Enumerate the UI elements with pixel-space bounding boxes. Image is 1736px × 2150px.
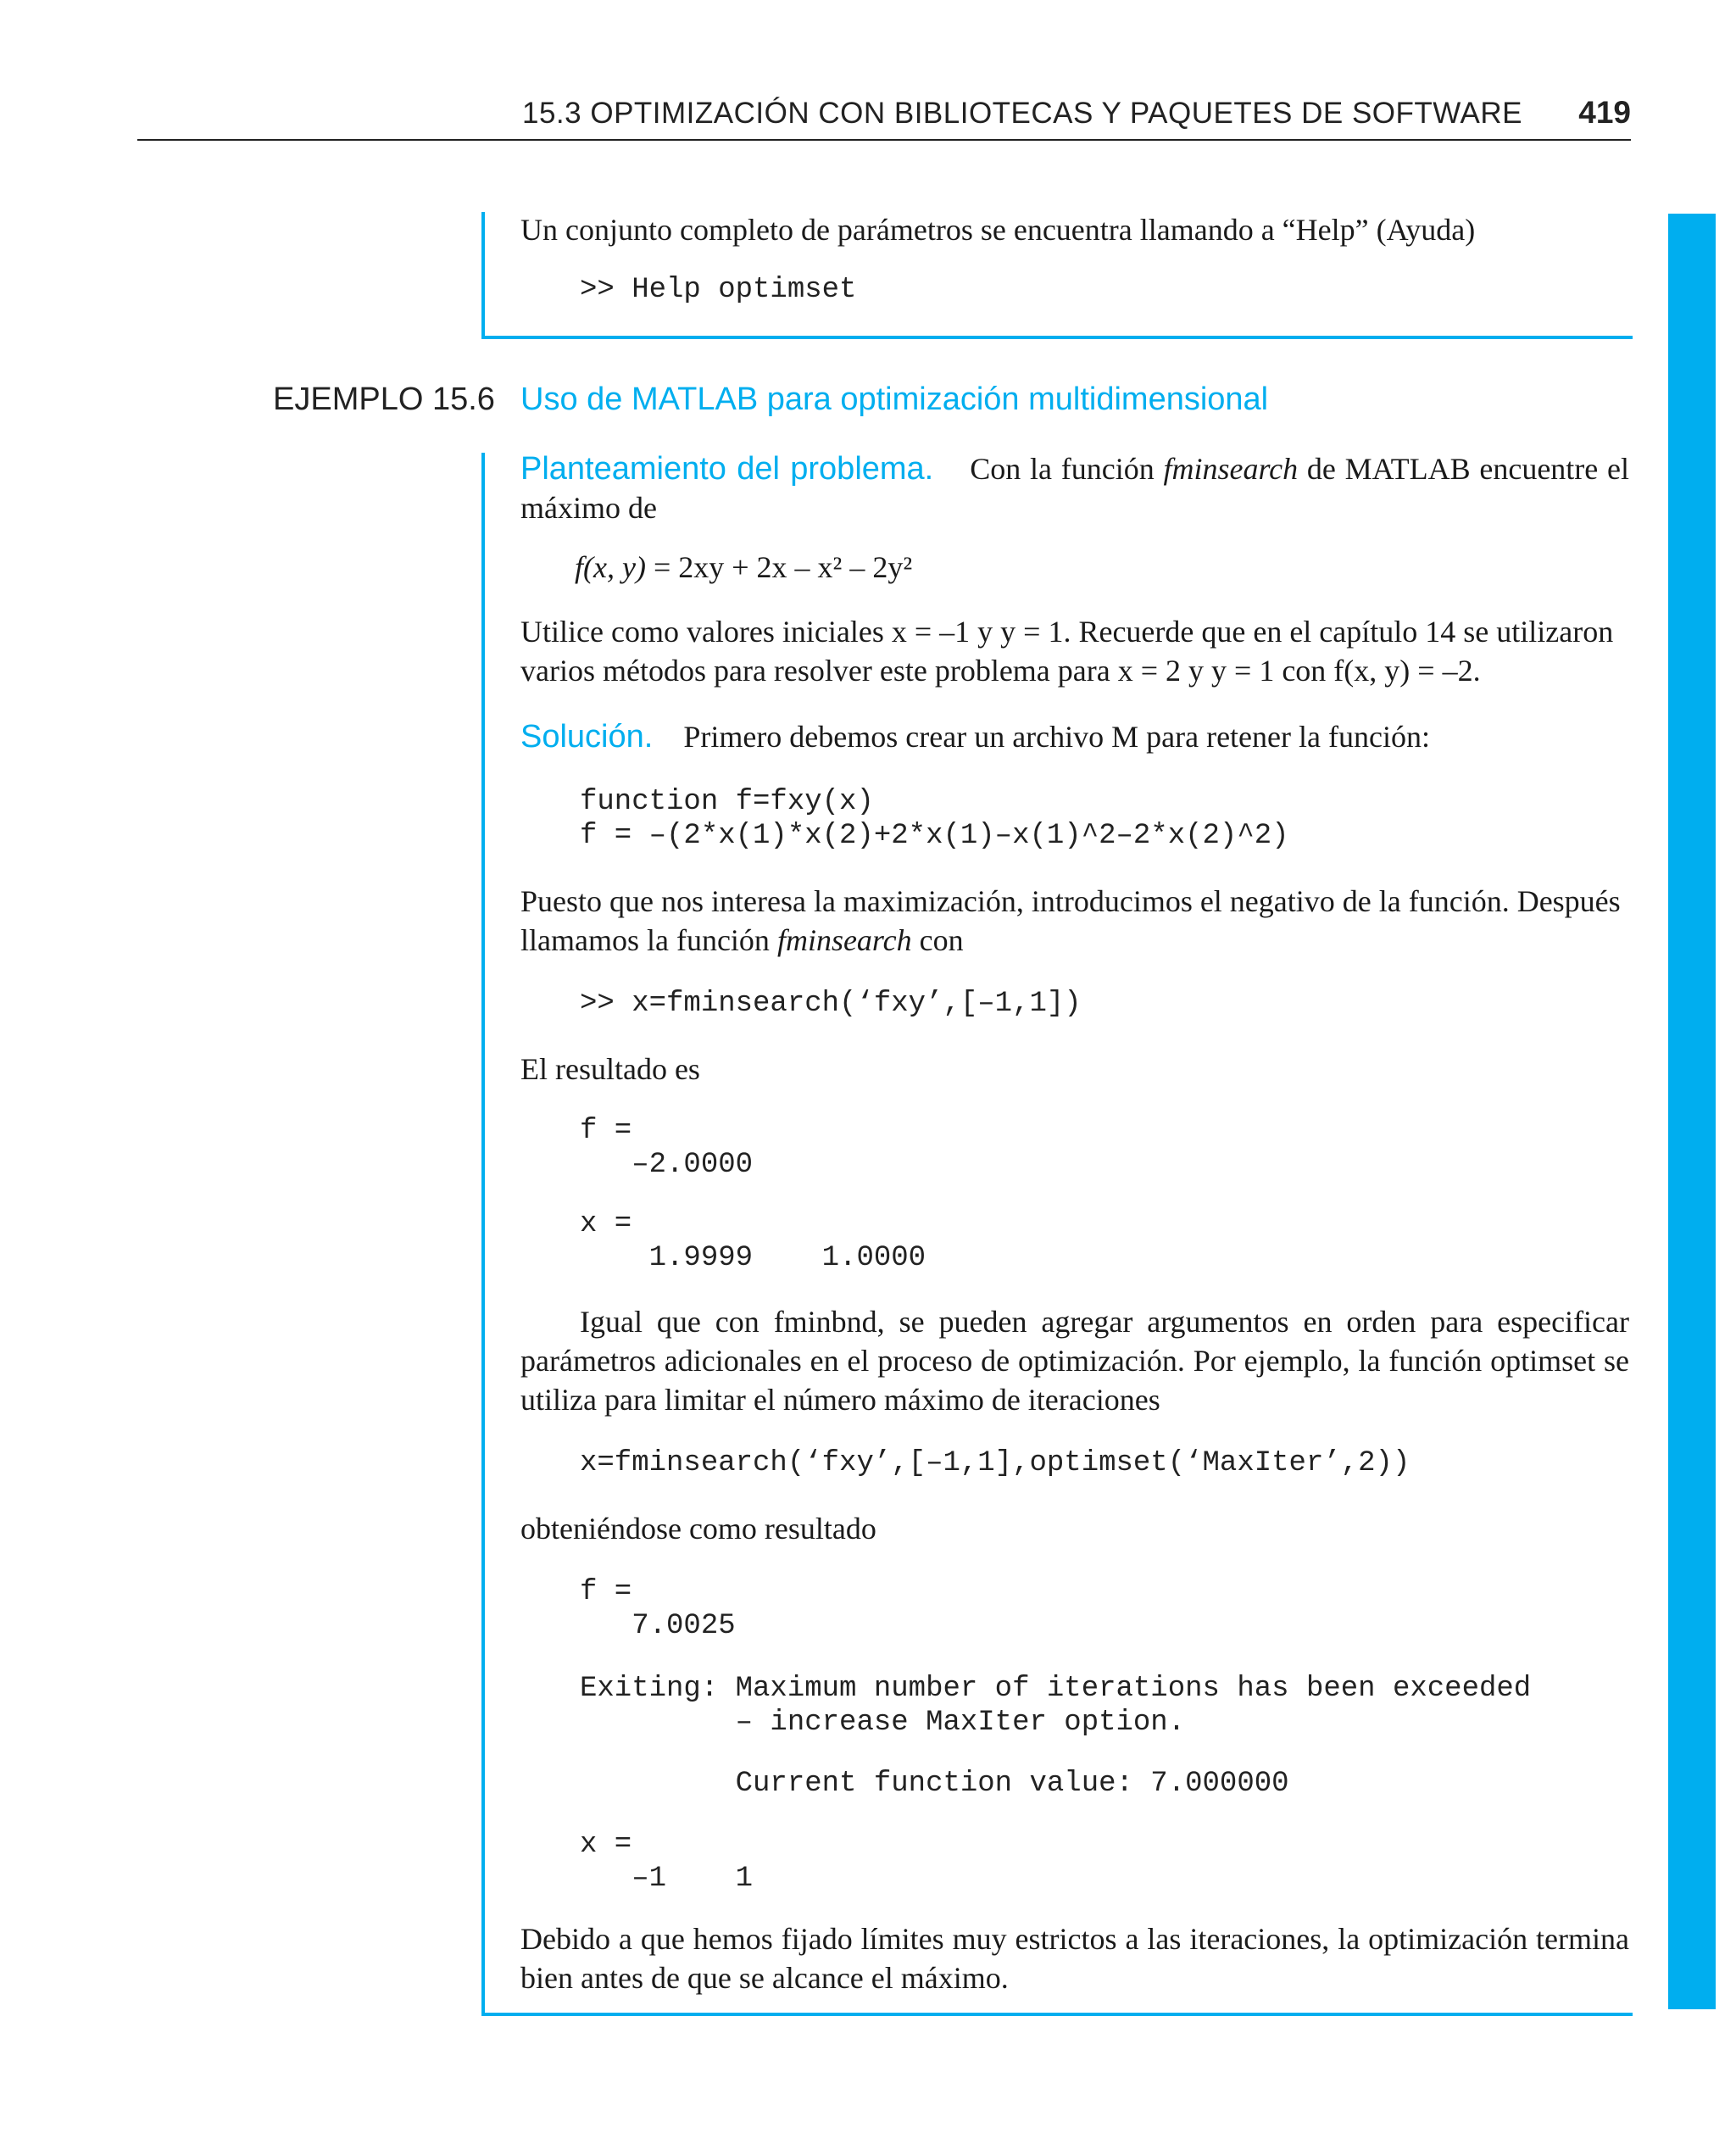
output2-x-label: x = xyxy=(580,1829,632,1861)
solution-paragraph: Solución. Primero debemos crear un archivo M para retener la función: xyxy=(520,719,1430,755)
maximize-line1: Puesto que nos interesa la maximización, introducimos el negativo de la función. Después xyxy=(520,884,1621,918)
problem-heading: Planteamiento del problema. xyxy=(520,451,934,487)
function-code-line1: function f=fxy(x) xyxy=(580,786,874,818)
output2-exit-line2: – increase MaxIter option. xyxy=(580,1707,1186,1739)
function-code-line2: f = –(2*x(1)*x(2)+2*x(1)–x(1)^2–2*x(2)^2) xyxy=(580,820,1289,852)
margin-color-bar xyxy=(1668,214,1716,2009)
maximize-line2: llamamos la función fminsearch con xyxy=(520,923,964,957)
fminbnd-paragraph: Igual que con fminbnd, se pueden agregar argumentos en orden para especificar parámetros adicionales en el proceso de optimización. Por ejemplo, la función optimset se utiliza para limitar el número máximo de iteraciones xyxy=(520,1305,1629,1417)
output1-f-label: f = xyxy=(580,1115,632,1147)
result-label: El resultado es xyxy=(520,1052,700,1086)
fminsearch-call-code: >> x=fminsearch(‘fxy’,[–1,1]) xyxy=(580,988,1082,1020)
output2-exit-line1: Exiting: Maximum number of iterations has been exceeded xyxy=(580,1673,1532,1705)
help-code: >> Help optimset xyxy=(580,274,857,306)
example-label: EJEMPLO 15.6 xyxy=(273,382,495,417)
example-title: Uso de MATLAB para optimización multidimensional xyxy=(520,382,1269,417)
initial-values-line1: Utilice como valores iniciales x = –1 y y = 1. Recuerde que en el capítulo 14 se utilizaron xyxy=(520,615,1614,649)
output2-x-value: –1 1 xyxy=(580,1863,754,1895)
page-number: 419 xyxy=(1578,95,1631,130)
objective-equation: f(x, y) = 2xy + 2x – x² – 2y² xyxy=(575,550,913,584)
solution-heading: Solución. xyxy=(520,719,654,755)
help-note-text: Un conjunto completo de parámetros se encuentra llamando a “Help” (Ayuda) xyxy=(520,213,1476,247)
output1-x-value: 1.9999 1.0000 xyxy=(580,1242,926,1274)
output2-f-value: 7.0025 xyxy=(580,1610,736,1642)
output1-f-value: –2.0000 xyxy=(580,1149,754,1181)
result-label-2: obteniéndose como resultado xyxy=(520,1512,876,1546)
section-title: 15.3 OPTIMIZACIÓN CON BIBLIOTECAS Y PAQUETES DE SOFTWARE xyxy=(522,97,1522,130)
output2-exit-line3: Current function value: 7.000000 xyxy=(580,1768,1289,1800)
output2-f-label: f = xyxy=(580,1576,632,1608)
output1-x-label: x = xyxy=(580,1208,632,1240)
problem-statement: Planteamiento del problema. Con la función fminsearch de MATLAB encuentre el máximo de xyxy=(520,451,1629,525)
running-header xyxy=(137,95,1631,141)
initial-values-line2: varios métodos para resolver este problema para x = 2 y y = 1 con f(x, y) = –2. xyxy=(520,654,1481,688)
final-paragraph: Debido a que hemos fijado límites muy estrictos a las iteraciones, la optimización termina bien antes de que se alcance el máximo. xyxy=(520,1922,1629,1995)
maxiter-call-code: x=fminsearch(‘fxy’,[–1,1],optimset(‘MaxIter’,2)) xyxy=(580,1447,1410,1479)
